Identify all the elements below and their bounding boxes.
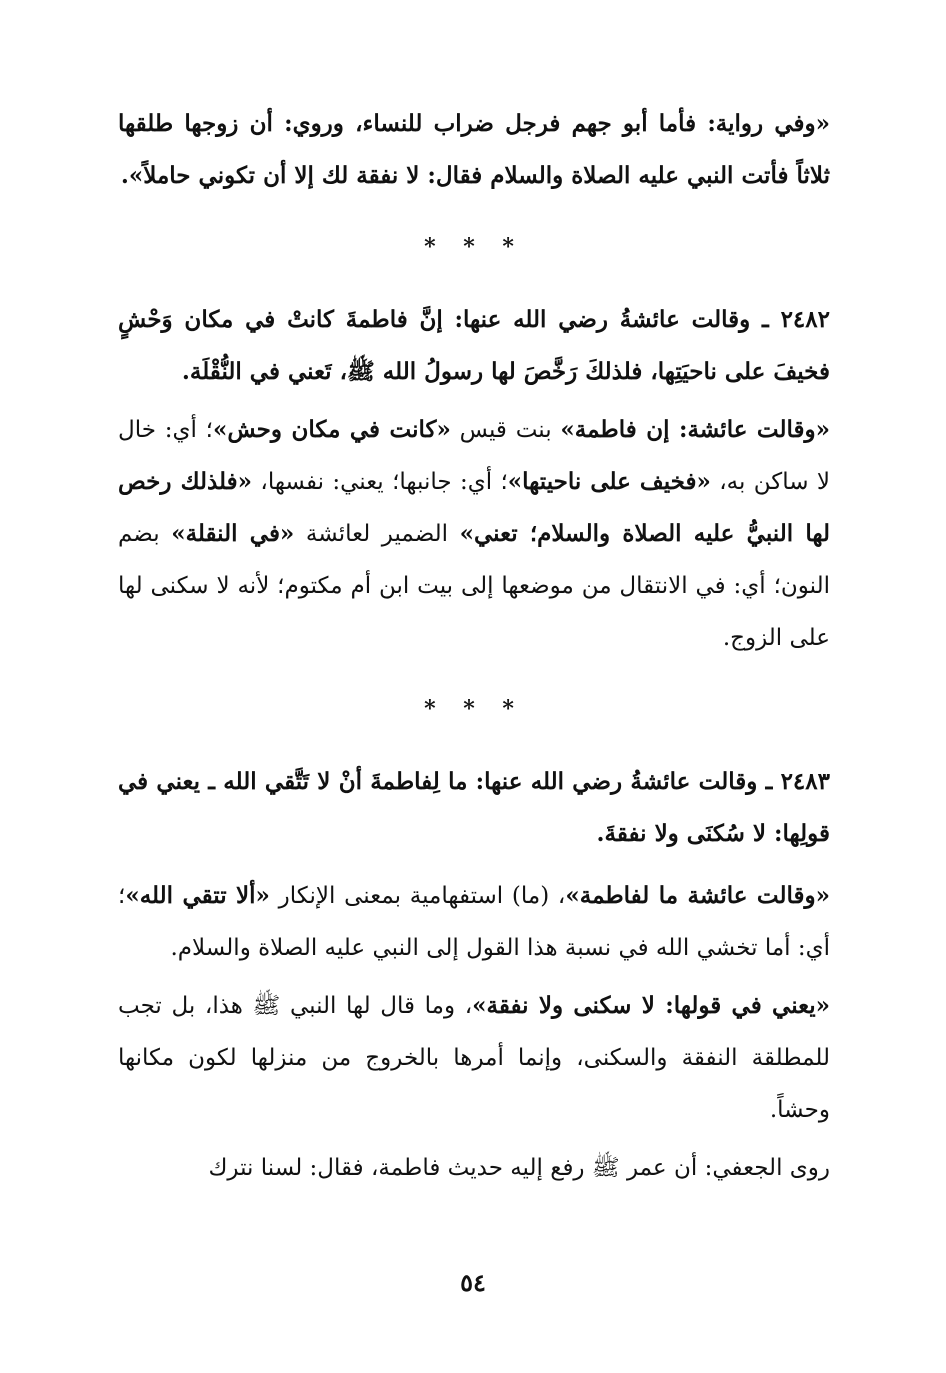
text-segment: ٢٤٨٢ ـ وقالت عائشةُ رضي الله عنها: إنَّ فاطمةَ كانتْ في مكان وَحْشٍ فخيفَ على ناحيَتِها، فلذلكَ رَخَّصَ لها رسولُ الله ﷺ، تَعني في النُّقْلَة. — [118, 306, 830, 385]
paragraph-commentary-2483-c — [118, 1142, 830, 1194]
text-segment: ، وما قال لها النبي ﷺ هذا، بل تجب للمطلقة النفقة والسكنى، وإنما أمرها بالخروج من منزلها لكون مكانها وحشاً. — [118, 993, 830, 1123]
text-segment: ؛ أي: جانبها؛ يعني: نفسها، — [252, 469, 508, 495]
text-segment: ٢٤٨٣ ـ وقالت عائشةُ رضي الله عنها: ما لِفاطمةَ أنْ لا تَتَّقي الله ـ يعني في قولِها: لا سُكنَى ولا نفقةَ. — [118, 768, 830, 847]
paragraph-1 — [118, 98, 830, 202]
text-segment: ، (ما) استفهامية بمعنى الإنكار — [269, 883, 566, 909]
section-separator-2: * * * — [424, 696, 524, 722]
paragraph-commentary-2483-a — [118, 870, 830, 974]
text-segment: ؛ أي: أما تخشي الله في نسبة هذا القول إلى النبي عليه الصلاة والسلام. — [118, 883, 830, 961]
paragraph-commentary-2482 — [118, 404, 830, 664]
quote-segment: «وقالت عائشة ما لفاطمة» — [565, 882, 830, 909]
hadith-2482 — [118, 294, 830, 398]
text-segment: الضمير لعائشة — [294, 521, 460, 547]
text-segment: ؛ أي: خال لا ساكن به، — [118, 417, 830, 495]
paragraph-commentary-2483-b — [118, 980, 830, 1136]
page-number: ٥٤ — [460, 1268, 486, 1297]
quote-segment: «في النقلة» — [171, 520, 295, 547]
text-segment: «وفي رواية: فأما أبو جهم فرجل ضراب للنساء، وروي: أن زوجها طلقها ثلاثاً فأتت النبي عليه الصلاة والسلام فقال: لا نفقة لك إلا أن تكوني حاملاً». — [118, 110, 830, 189]
quote-segment: «فخيف على ناحيتها» — [507, 468, 711, 495]
text-segment: بنت قيس — [450, 417, 561, 443]
quote-segment: «فلذلك رخص لها النبيُّ عليه الصلاة والسلام؛ تعني» — [118, 468, 830, 547]
text-segment: روى الجعفي: أن عمر ﷺ رفع إليه حديث فاطمة، فقال: لسنا نترك — [208, 1155, 830, 1181]
hadith-2483 — [118, 756, 830, 860]
section-separator-1: * * * — [424, 234, 524, 260]
quote-segment: «كانت في مكان وحش» — [212, 416, 451, 443]
quote-segment: «يعني في قولها: لا سكنى ولا نفقة» — [472, 992, 831, 1019]
quote-segment: «ألا تتقي الله» — [125, 882, 270, 909]
quote-segment: «وقالت عائشة: إن فاطمة» — [560, 416, 830, 443]
page-body — [118, 98, 830, 1194]
text-segment: بضم النون؛ أي: في الانتقال من موضعها إلى بيت ابن أم مكتوم؛ لأنه لا سكنى لها على الزوج. — [118, 521, 830, 651]
